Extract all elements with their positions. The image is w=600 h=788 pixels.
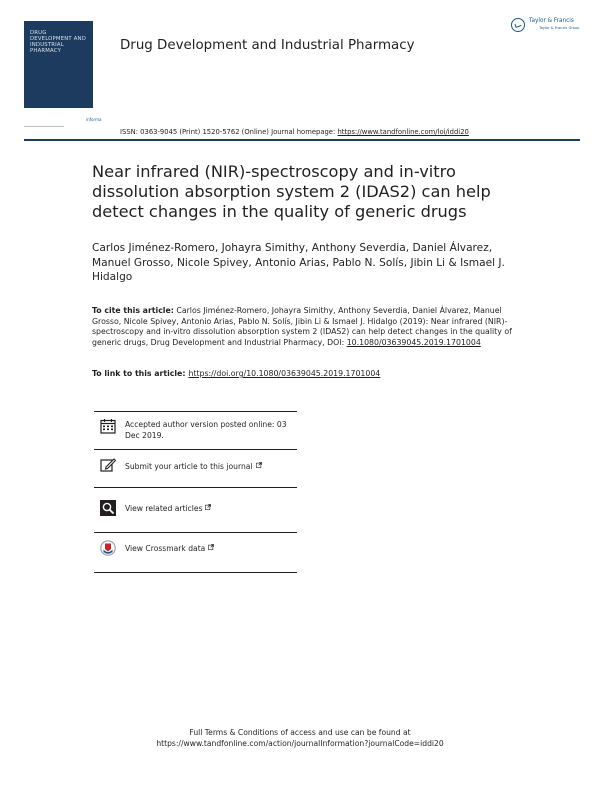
external-link-icon [256, 462, 262, 468]
publisher-logo[interactable] [511, 17, 583, 35]
search-icon [100, 500, 116, 516]
citation-block [92, 306, 522, 349]
citation-label: To cite this article: [92, 306, 174, 315]
related-articles-label: View related articles [125, 504, 203, 513]
journal-title[interactable]: Drug Development and Industrial Pharmacy [120, 38, 415, 53]
footer-terms-text: Full Terms & Conditions of access and use can be found at [189, 728, 411, 737]
publisher-logo-icon [511, 18, 525, 32]
divider [94, 449, 297, 450]
issn-line [120, 128, 469, 136]
header-rule [24, 139, 580, 141]
article-title: Near infrared (NIR)-spectroscopy and in-vitro dissolution absorption system 2 (IDAS2) can help detect changes in the quality of generic drugs [92, 162, 491, 221]
divider [94, 532, 297, 533]
issn-text: ISSN: 0363-9045 (Print) 1520-5762 (Online) Journal homepage: [120, 128, 338, 136]
external-link-icon [208, 544, 214, 550]
accepted-date-text: Accepted author version posted online: 03 Dec 2019. [125, 420, 287, 440]
crossmark-label: View Crossmark data [125, 544, 206, 553]
related-articles-link[interactable] [125, 504, 297, 515]
footer-terms-link[interactable]: https://www.tandfonline.com/action/journalInformation?journalCode=iddi20 [156, 739, 444, 748]
link-label: To link to this article: [92, 369, 186, 378]
submit-article-link[interactable] [125, 462, 297, 473]
edit-icon [100, 457, 116, 473]
journal-homepage-link[interactable]: https://www.tandfonline.com/loi/iddi20 [337, 128, 469, 136]
divider [94, 487, 297, 488]
divider [94, 572, 297, 573]
divider [94, 411, 297, 412]
calendar-icon [100, 418, 116, 434]
publisher-name: Taylor & Francis [529, 18, 574, 24]
journal-cover-image [24, 21, 93, 108]
footer [0, 727, 600, 749]
crossmark-icon [100, 540, 116, 556]
crossmark-link[interactable] [125, 544, 297, 555]
informa-logo: informa [86, 117, 102, 122]
publisher-sub: Taylor & Francis Group [539, 26, 580, 30]
cover-title: DRUG DEVELOPMENT AND INDUSTRIAL PHARMACY [30, 30, 86, 54]
external-link-icon [205, 504, 211, 510]
citation-doi-link[interactable]: 10.1080/03639045.2019.1701004 [346, 338, 481, 348]
article-link-line [92, 369, 380, 378]
cover-caption-line [24, 126, 64, 127]
article-doi-link[interactable]: https://doi.org/10.1080/03639045.2019.1701004 [188, 369, 381, 378]
article-authors: Carlos Jiménez-Romero, Johayra Simithy, Anthony Severdia, Daniel Álvarez, Manuel Grosso, Nicole Spivey, Antonio Arias, Pablo N. Solís, Jibin Li & Ismael J. Hidalgo [92, 242, 505, 283]
citation-text: Carlos Jiménez-Romero, Johayra Simithy, Anthony Severdia, Daniel Álvarez, Manuel Grosso, Nicole Spivey, Antonio Arias, Pablo N. Solís, Jibin Li & Ismael J. Hidalgo (2019): Near infrared (NIR)-spectroscopy and in-vitro dissolution absorption system 2 (IDAS2) can help detect changes in the quality of generic drugs, Drug Development and Industrial Pharmacy, DOI: [92, 306, 512, 348]
submit-article-label: Submit your article to this journal [125, 462, 253, 471]
